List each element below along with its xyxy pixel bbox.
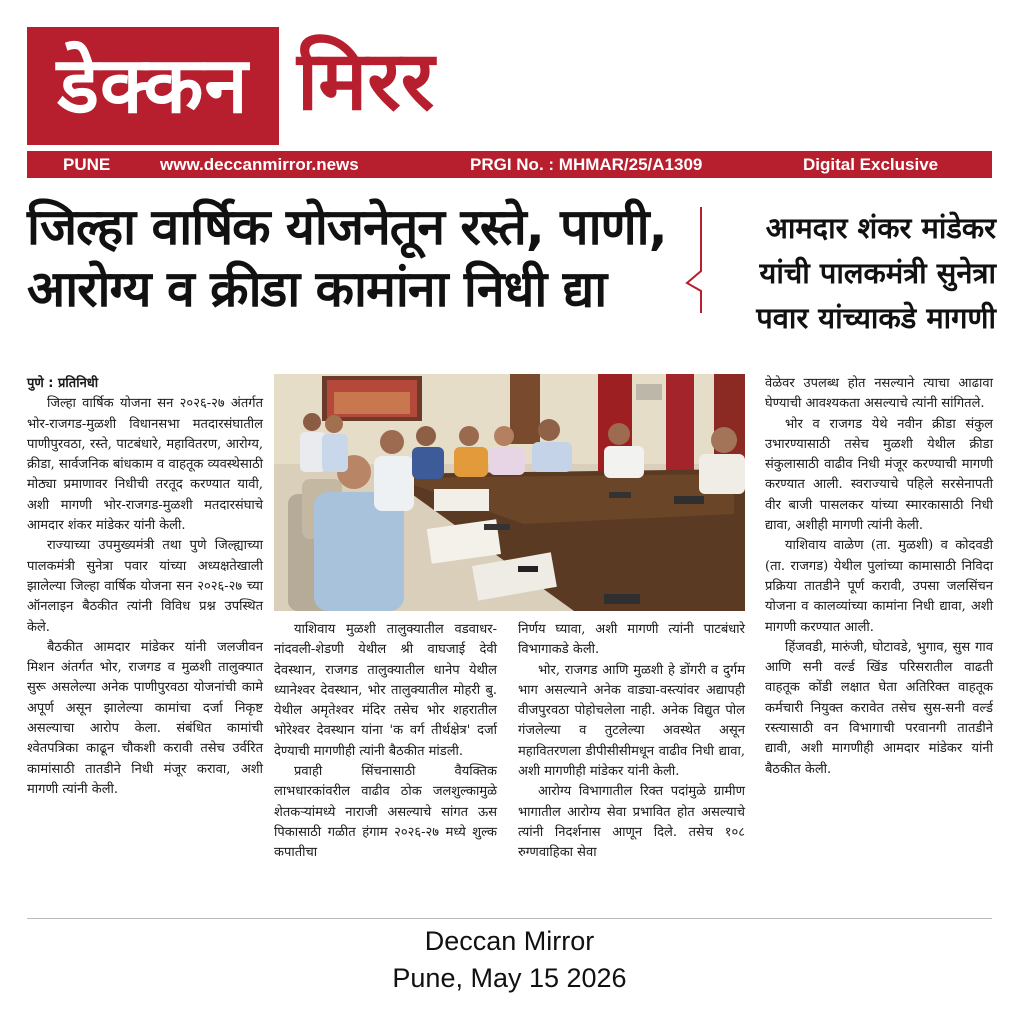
paragraph: याशिवाय वाळेण (ता. मुळशी) व कोदवडी (ता. राजगड) येथील पुलांच्या कामासाठी निविदा प्रक्रिया तातडीने पूर्ण करावी, उपसा जलसिंचन योजना व कालव्यांच्या कामांना निधी द्यावा, अशी मागणी करण्यात आली. (765, 538, 993, 635)
logo-text-part1: डेक्कन (57, 41, 249, 131)
strip-city: PUNE (63, 155, 111, 174)
byline: पुणे : प्रतिनिधी (27, 376, 99, 391)
footer-dateline: Pune, May 15 2026 (392, 963, 627, 993)
paragraph: हिंजवडी, मारुंजी, घोटावडे, भुगाव, सुस गाव आणि सनी वर्ल्ड खिंड परिसरातील वाढती वाहतूक कोंडी लक्षात घेता अतिरिक्त वाहतूक कर्मचारी नियुक्त करावेत तसेच सुस-सनी वर्ल्ड रस्त्यासाठी वन विभागाची परवानगी तातडीने द्यावी, अशी मागणीही आमदार मांडेकर यांनी बैठकीत केली. (765, 639, 993, 777)
article-column-4 (765, 374, 993, 780)
footer-publication: Deccan Mirror (424, 926, 595, 956)
strip-edition: Digital Exclusive (803, 155, 939, 174)
strip-website: www.deccanmirror.news (160, 155, 359, 174)
article-column-2 (274, 620, 497, 864)
paragraph: याशिवाय मुळशी तालुक्यातील वडवाधर-नांदवली-शेडणी येथील श्री वाघजाई देवी देवस्थान, राजगड तालुक्यातील धानेप येथील ध्यानेश्वर देवस्थान, भोर तालुक्यातील मोहरी बु. येथील अमृतेश्वर मंदिर तसेच भोर शहरातील भोरेश्वर देवस्थान यांना 'क वर्ग तीर्थक्षेत्र' दर्जा देण्याची मागणीही त्यांनी बैठकीत मांडली. (274, 622, 497, 759)
red-divider-mark (683, 205, 705, 315)
meeting-photo (274, 374, 745, 611)
paragraph: भोर व राजगड येथे नवीन क्रीडा संकुल उभारण्यासाठी तसेच मुळशी येथील क्रीडा संकुलासाठी वाढीव निधी मंजूर करण्याची मागणी करण्यात आली. स्वराज्याचे पहिले सरसेनापती वीर बाजी पासलकर यांच्या स्मारकासाठी निधी द्यावा, अशीही मागणी त्यांनी केली. (765, 416, 993, 534)
paragraph: प्रवाही सिंचनासाठी वैयक्तिक लाभधारकांवरील वाढीव ठोक जलशुल्कामुळे शेतकऱ्यांमध्ये नाराजी असल्याचे सांगत ऊस पिकासाठी गळीत हंगाम २०२६-२७ मध्ये शुल्क कपातीचा (274, 764, 497, 861)
article-column-3 (518, 620, 745, 864)
info-strip (27, 151, 992, 178)
paragraph: निर्णय घ्यावा, अशी मागणी त्यांनी पाटबंधारे विभागाकडे केली. (518, 622, 745, 658)
subheadline: आमदार शंकर मांडेकर यांची पालकमंत्री सुनेत्रा पवार यांच्याकडे मागणी (756, 211, 996, 335)
headline: जिल्हा वार्षिक योजनेतून रस्ते, पाणी, आरोग्य व क्रीडा कामांना निधी द्या (27, 198, 667, 318)
paragraph: राज्याच्या उपमुख्यमंत्री तथा पुणे जिल्ह्याच्या पालकमंत्री सुनेत्रा पवार यांच्या अध्यक्षतेखाली झालेल्या जिल्हा वार्षिक योजना सन २०२६-२७ च्या ऑनलाइन बैठकीत त्यांनी विविध प्रश्न उपस्थित केले. (27, 538, 263, 635)
strip-prgi: PRGI No. : MHMAR/25/A1309 (470, 155, 703, 174)
article-column-1 (27, 374, 263, 800)
paragraph: बैठकीत आमदार मांडेकर यांनी जलजीवन मिशन अंतर्गत भोर, राजगड व मुळशी तालुक्यात सुरू असलेल्या अनेक पाणीपुरवठा योजनांची कामे अपूर्ण असून झालेल्या कामांचा दर्जा निकृष्ट असल्याचा आरोप केला. संबंधित कामांची श्वेतपत्रिका काढून चौकशी करावी तसेच उर्वरित कामांसाठी तातडीने निधी मंजूर करावा, अशी मागणी त्यांनी केली. (27, 639, 263, 797)
masthead (27, 27, 992, 145)
paragraph: वेळेवर उपलब्ध होत नसल्याने त्याचा आढावा घेण्याची आवश्यकता असल्याचे त्यांनी सांगितले. (765, 376, 993, 412)
logo-red-box (27, 27, 279, 145)
footer-rule (27, 918, 992, 919)
logo-text-part2: मिरर (297, 34, 435, 129)
paragraph: भोर, राजगड आणि मुळशी हे डोंगरी व दुर्गम भाग असल्याने अनेक वाड्या-वस्त्यांवर अद्यापही वीजपुरवठा पोहोचलेला नाही. अनेक विद्युत पोल गंजलेल्या व तुटलेल्या अवस्थेत असून महावितरणला डीपीसीसीमधून वाढीव निधी द्यावा, अशी मागणीही मांडेकर यांनी केली. (518, 662, 745, 780)
paragraph: आरोग्य विभागातील रिक्त पदांमुळे ग्रामीण भागातील आरोग्य सेवा प्रभावित होत असल्याचे त्यांनी निदर्शनास आणून दिले. तसेच १०८ रुग्णवाहिका सेवा (518, 784, 745, 861)
paragraph: जिल्हा वार्षिक योजना सन २०२६-२७ अंतर्गत भोर-राजगड-मुळशी विधानसभा मतदारसंघातील पाणीपुरवठा, रस्ते, पाटबंधारे, महावितरण, आरोग्य, क्रीडा, सार्वजनिक बांधकाम व वाहतूक व्यवस्थेसाठी मोठ्या प्रमाणावर निधीची तरतूद करण्यात यावी, अशी मागणी भोर-राजगड-मुळशी मतदारसंघाचे आमदार शंकर मांडेकर यांनी केली. (27, 396, 263, 534)
